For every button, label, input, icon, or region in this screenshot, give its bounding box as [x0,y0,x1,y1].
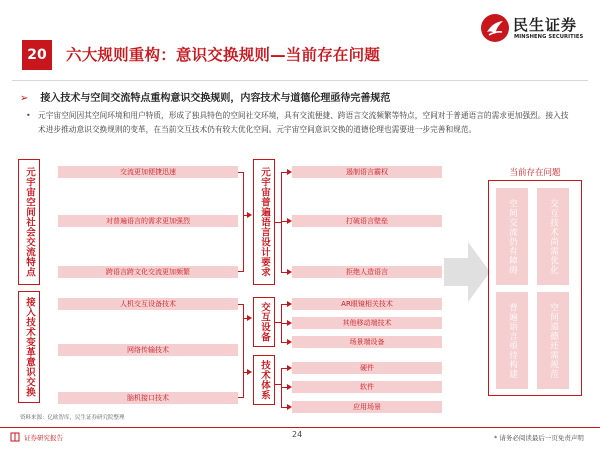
problems-title: 当前存在问题 [509,168,561,178]
arrow-top-icon [247,212,252,218]
footer-divider [0,427,600,428]
disclaimer-note: * 请务必阅读最后一页免责声明 [494,434,584,442]
footer-report-label: 证券研究报告 [24,434,63,442]
minsheng-logo-icon [480,13,510,43]
mid-vline-3 [281,368,282,408]
box-social-traits [18,159,40,285]
arrow-bottom-2-icon [247,369,252,375]
subtitle-text: 接入技术与空间交流特点重构意识交换规则，内容技术与道德伦理亟待完善规范 [40,93,391,104]
box-interaction-devices-label: 交互设备 [259,302,270,342]
box-access-tech [18,291,40,403]
box-language-design-label: 元宇宙普遍语言设计要求 [259,167,270,277]
section-subtitle [20,89,390,104]
box-access-tech-label: 接入技术变革意识交换 [24,297,35,397]
right-item-3: 拒绝人造语言 [292,266,442,278]
problem-3 [496,292,528,389]
box-language-design [253,159,275,285]
problem-4-label: 空间道德还需规范 [548,302,559,379]
minsheng-logo [480,12,592,46]
box-social-traits-label: 元宇宙空间社会交流特点 [24,167,35,277]
right-item-1: 遏制语言霸权 [292,166,442,178]
big-arrow-icon [444,242,490,302]
right-item-9: 应用场景 [292,401,442,413]
problem-1-label: 空间交流仍有障碍 [507,198,518,275]
right-item-4: AR眼镜相关技术 [292,298,442,310]
left-item-3: 跨语言跨文化交流更加频繁 [58,266,238,278]
problem-2-label: 交互技术尚需优化 [548,198,559,275]
logo-en-text: MINSHENG SECURITIES [514,34,584,40]
bracket-top [238,172,244,272]
problem-4 [537,292,569,389]
problem-3-label: 普遍语言亟待构建 [507,302,518,379]
page-number: 24 [292,430,303,439]
right-item-7: 硬件 [292,362,442,374]
left-item-5: 网络传输技术 [58,344,238,356]
header-divider [12,80,588,81]
right-item-5: 其他移动端技术 [292,317,442,329]
left-item-1: 交流更加便捷迅速 [58,166,238,178]
box-interaction-devices [253,297,275,347]
slide-number-badge: 20 [22,40,52,70]
right-item-8: 软件 [292,381,442,393]
subtitle-arrow-icon: ➢ [20,93,29,104]
box-tech-system-label: 技术体系 [259,360,270,400]
arrow-bottom-1-icon [247,315,252,321]
slide-title: 六大规则重构：意识交换规则—当前存在问题 [66,46,381,64]
bullet-icon: • [26,111,31,120]
left-item-6: 脑机接口技术 [58,392,238,404]
body-paragraph: 元宇宙空间因其空间环境和用户特质，形成了独具特色的空间社交环境，具有交流便捷、跨语言交流频繁等特点，空间对于普通语言的需求更加强烈。接入技术进步推动意识交换规则的变革，在当前交互技术仍有较大优化空间。元宇宙空间意识交换的道德伦理也需要进一步完善和规范。 [38,111,569,134]
right-item-6: 场景端设备 [292,336,442,348]
left-item-4: 人机交互设备技术 [58,298,238,310]
mid-vline-1 [281,172,282,272]
source-note: 资料来源：亿欧智库，民生证券研究院整理 [20,415,125,421]
report-book-icon [10,432,20,442]
left-item-2: 对普遍语言的需求更加强烈 [58,215,238,227]
problem-2 [537,188,569,285]
box-tech-system [253,355,275,405]
problem-1 [496,188,528,285]
logo-cn-text: 民生证券 [513,16,578,34]
right-item-2: 打破语言壁垒 [292,215,442,227]
